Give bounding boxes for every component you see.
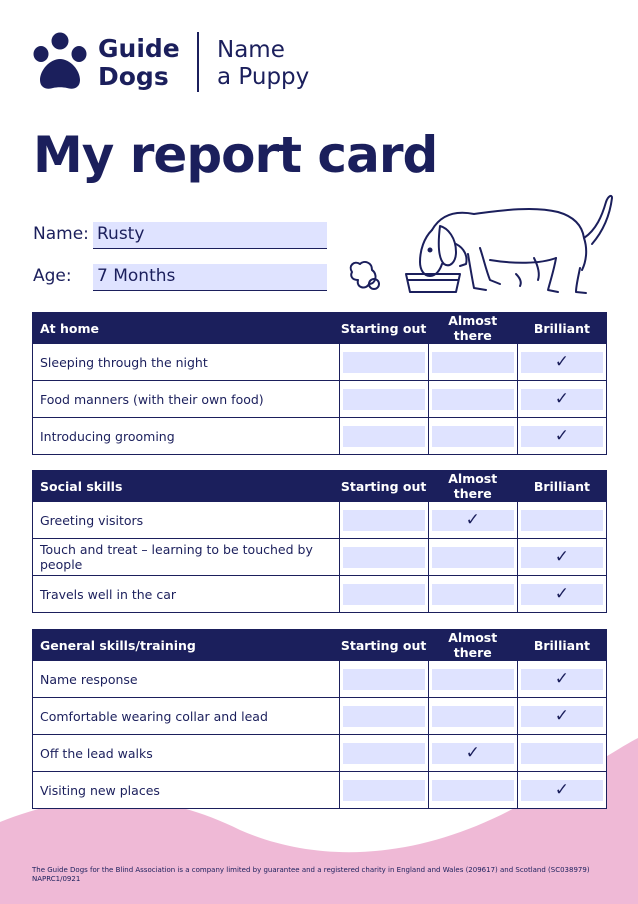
rating-box[interactable] [432,389,514,410]
age-field[interactable]: 7 Months [93,264,327,291]
rating-cell [339,735,428,772]
rating-cell [428,698,517,735]
rating-box[interactable] [432,706,514,727]
rating-box[interactable] [432,426,514,447]
rating-box[interactable] [432,352,514,373]
column-header: Starting out [339,471,428,502]
rating-cell [339,661,428,698]
campaign-line-1: Name [217,37,285,63]
rating-cell [428,344,517,381]
rating-cell [517,344,606,381]
section-title: Social skills [33,471,340,502]
skill-label: Name response [33,661,340,698]
rating-box[interactable] [343,352,425,373]
table-row [33,344,607,381]
table-row [33,772,607,809]
table-row [33,502,607,539]
report-table [32,470,607,613]
rating-cell [517,735,606,772]
checkmark-icon[interactable]: ✓ [521,780,603,801]
brand-name [98,35,180,91]
rating-box[interactable] [432,547,514,568]
column-header: Almost there [428,630,517,661]
checkmark-icon[interactable]: ✓ [432,510,514,531]
checkmark-icon[interactable]: ✓ [521,352,603,373]
column-header: Brilliant [517,471,606,502]
column-header: Brilliant [517,630,606,661]
skill-label: Food manners (with their own food) [33,381,340,418]
skill-label: Touch and treat – learning to be touched by people [33,539,340,576]
table-row [33,735,607,772]
skill-label: Off the lead walks [33,735,340,772]
rating-box[interactable] [343,743,425,764]
rating-box[interactable] [521,743,603,764]
rating-box[interactable] [343,547,425,568]
rating-cell [339,576,428,613]
rating-box[interactable] [432,780,514,801]
brand-line-2: Dogs [98,62,169,91]
age-label: Age: [33,266,72,286]
checkmark-icon[interactable]: ✓ [521,426,603,447]
rating-cell [428,381,517,418]
skill-label: Comfortable wearing collar and lead [33,698,340,735]
rating-cell [517,502,606,539]
checkmark-icon[interactable]: ✓ [432,743,514,764]
rating-cell [339,502,428,539]
skill-label: Introducing grooming [33,418,340,455]
skill-label: Greeting visitors [33,502,340,539]
checkmark-icon[interactable]: ✓ [521,547,603,568]
table-row [33,576,607,613]
column-header: Almost there [428,471,517,502]
rating-box[interactable] [432,669,514,690]
rating-cell [428,576,517,613]
document-code: NAPRC1/0921 [32,875,81,883]
rating-cell [428,735,517,772]
section-title: At home [33,313,340,344]
name-label: Name: [33,224,89,244]
section-title: General skills/training [33,630,340,661]
puppy-illustration [344,190,614,305]
rating-cell [517,539,606,576]
table-row [33,661,607,698]
rating-cell [339,381,428,418]
column-header: Starting out [339,630,428,661]
table-header-row [33,630,607,661]
rating-box[interactable] [521,510,603,531]
rating-box[interactable] [343,510,425,531]
report-table [32,312,607,455]
legal-footer [32,866,612,884]
rating-cell [428,661,517,698]
checkmark-icon[interactable]: ✓ [521,706,603,727]
rating-cell [428,418,517,455]
rating-box[interactable] [343,389,425,410]
charity-notice: The Guide Dogs for the Blind Association is a company limited by guarantee and a registered charity in England and Wales (209617) and Scotland (SC038979) [32,866,590,874]
rating-box[interactable] [343,706,425,727]
rating-cell [339,772,428,809]
guide-dogs-logo [30,28,330,96]
rating-cell [428,539,517,576]
column-header: Almost there [428,313,517,344]
logo-divider [197,32,199,92]
table-header-row [33,313,607,344]
brand-line-1: Guide [98,34,180,63]
column-header: Brilliant [517,313,606,344]
campaign-name [217,37,309,91]
rating-box[interactable] [432,584,514,605]
rating-cell [517,698,606,735]
rating-cell [339,344,428,381]
rating-cell [517,381,606,418]
rating-cell [517,772,606,809]
skill-label: Travels well in the car [33,576,340,613]
page-title: My report card [33,126,438,184]
rating-cell [428,772,517,809]
column-header: Starting out [339,313,428,344]
rating-cell [517,661,606,698]
skill-label: Visiting new places [33,772,340,809]
rating-cell [517,418,606,455]
checkmark-icon[interactable]: ✓ [521,669,603,690]
table-row [33,539,607,576]
paw-icon [30,32,90,92]
name-field[interactable]: Rusty [93,222,327,249]
skill-label: Sleeping through the night [33,344,340,381]
rating-cell [339,418,428,455]
checkmark-icon[interactable]: ✓ [521,584,603,605]
rating-box[interactable] [343,584,425,605]
rating-box[interactable] [343,426,425,447]
table-row [33,698,607,735]
table-row [33,381,607,418]
campaign-line-2: a Puppy [217,64,310,90]
checkmark-icon[interactable]: ✓ [521,389,603,410]
table-row [33,418,607,455]
rating-box[interactable] [343,669,425,690]
rating-box[interactable] [343,780,425,801]
rating-cell [339,698,428,735]
rating-cell [339,539,428,576]
rating-cell [517,576,606,613]
rating-cell [428,502,517,539]
table-header-row [33,471,607,502]
report-table [32,629,607,809]
